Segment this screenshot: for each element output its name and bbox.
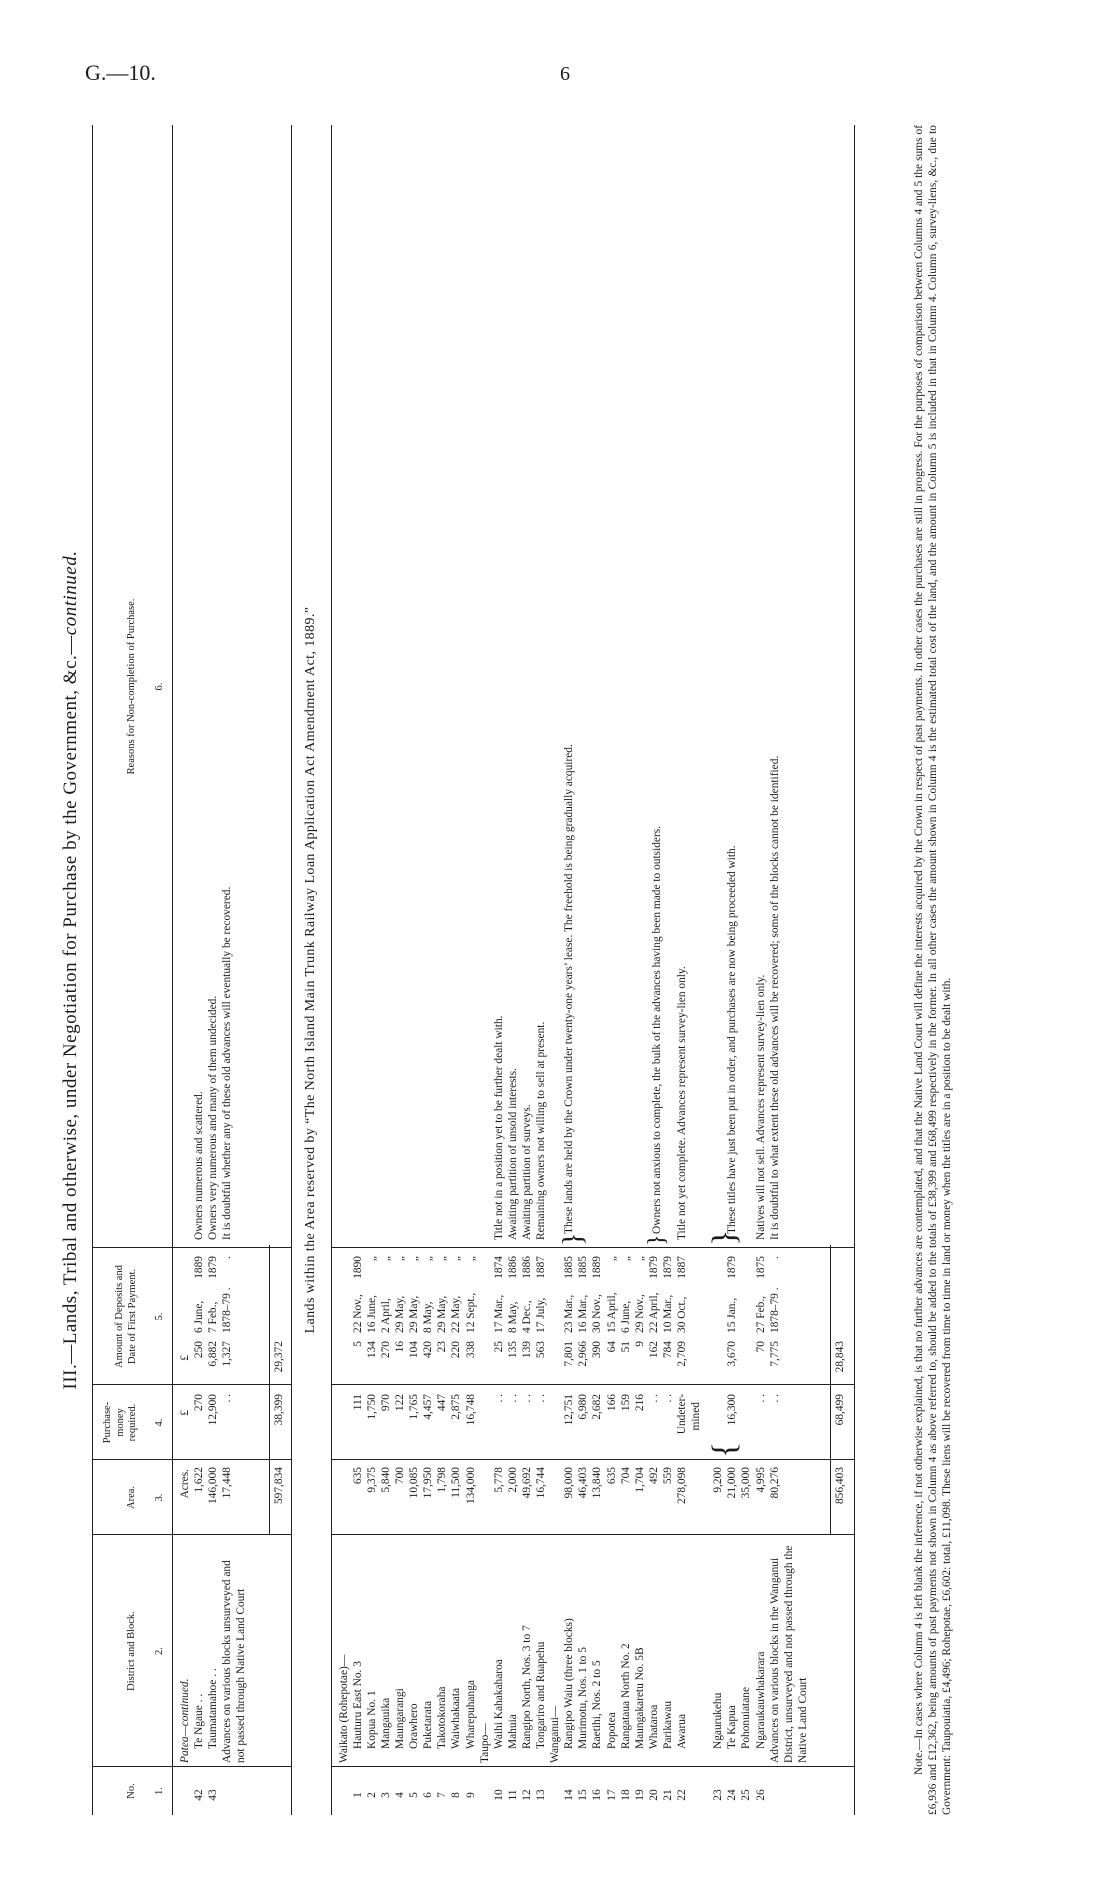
- first-payment-year: 1887: [676, 1256, 688, 1279]
- money-value: . .: [535, 1394, 547, 1403]
- block-name: Rangataua North No. 2: [619, 1643, 632, 1749]
- col-header-reasons-num: 6.: [154, 682, 165, 691]
- area-value: 704: [619, 1467, 632, 1485]
- block-name: Te Kapua: [726, 1705, 739, 1749]
- first-payment-year: 1890: [351, 1256, 364, 1279]
- first-payment-year: „: [408, 1256, 421, 1262]
- row-number: 10: [492, 1789, 505, 1801]
- total-money: 68,499: [834, 1394, 846, 1426]
- brace: }: [558, 1232, 590, 1246]
- first-payment-year: 1886: [520, 1256, 533, 1279]
- brace: }: [643, 1234, 670, 1246]
- deposit-value: 70: [754, 1341, 767, 1353]
- row-number: 11: [506, 1789, 519, 1801]
- subtotal-deposits: 29,372: [272, 1341, 285, 1373]
- col-header-district: District and Block.: [126, 1611, 137, 1691]
- deposit-value: 51: [619, 1341, 632, 1353]
- reason-text: It is doubtful whether any of these old advances will eventually be recovered.: [221, 886, 234, 1240]
- first-payment-year: 1889: [591, 1256, 604, 1279]
- area-value: 5,840: [379, 1467, 392, 1493]
- first-payment-year: 1879: [647, 1256, 660, 1279]
- money-value: . .: [520, 1394, 533, 1403]
- first-payment-date: 22 May,: [450, 1295, 463, 1333]
- deposit-value: 270: [379, 1341, 392, 1359]
- first-payment-date: 17 Mar.,: [492, 1294, 505, 1333]
- deposit-value: 338: [464, 1341, 477, 1359]
- deposit-value: 135: [506, 1341, 519, 1359]
- area-value: 46,403: [577, 1467, 590, 1499]
- deposit-value: 2,709: [676, 1341, 688, 1367]
- row-number: 13: [535, 1789, 547, 1801]
- block-name: Parikawau: [661, 1700, 674, 1749]
- block-name: Puketarata: [422, 1700, 435, 1749]
- row-number: 18: [619, 1789, 632, 1801]
- brace: }: [706, 1229, 744, 1246]
- rule: [172, 125, 173, 1815]
- row-number: 26: [754, 1789, 767, 1801]
- first-payment-date: 15 April,: [605, 1292, 618, 1333]
- area-value: 49,692: [520, 1467, 533, 1499]
- first-payment-year: 1879: [207, 1256, 220, 1279]
- area-value: 635: [351, 1467, 364, 1485]
- money-value: 2,875: [450, 1394, 463, 1420]
- column-rule: [331, 1766, 854, 1767]
- col-header-reasons: Reasons for Non-completion of Purchase.: [126, 598, 137, 775]
- section-heading: Patea—continued.: [179, 1678, 191, 1763]
- row-number: 15: [577, 1789, 590, 1801]
- block-name: Tongariro and Ruapehu: [535, 1641, 547, 1749]
- first-payment-date: 30 Oct.,: [676, 1296, 688, 1333]
- unit-pound: £: [179, 1355, 191, 1361]
- page-number: 6: [560, 63, 570, 85]
- deposit-value: 784: [661, 1341, 674, 1359]
- deposit-value: 420: [422, 1341, 435, 1359]
- first-payment-year: „: [619, 1256, 632, 1262]
- first-payment-date: 15 Jan.,: [726, 1297, 739, 1333]
- rotated-table-page: [60, 125, 1020, 1815]
- row-number: 25: [740, 1789, 753, 1801]
- area-value: 134,000: [464, 1467, 477, 1505]
- row-number: 8: [450, 1792, 463, 1798]
- rule: [92, 125, 93, 1815]
- first-payment-year: „: [436, 1256, 449, 1262]
- first-payment-year: „: [605, 1256, 618, 1262]
- deposit-value: 6,882: [207, 1341, 220, 1367]
- block-name: Takotokoraha: [436, 1686, 449, 1749]
- deposit-value: 220: [450, 1341, 463, 1359]
- area-value: 700: [394, 1467, 406, 1485]
- deposit-value: 23: [436, 1341, 449, 1353]
- column-rule: [92, 1459, 291, 1460]
- column-rule: [92, 1384, 291, 1385]
- row-number: 2: [365, 1792, 378, 1798]
- deposit-value: 7,775: [768, 1341, 781, 1367]
- row-number: 1: [351, 1792, 364, 1798]
- reason-text: These titles have just been put in order, and purchases are now being proceeded with.: [726, 845, 739, 1234]
- money-value: 1,750: [365, 1394, 378, 1420]
- col-header-area: Area.: [126, 1485, 137, 1510]
- area-value: 1,622: [193, 1467, 206, 1493]
- block-name: Ngaurukehu: [712, 1692, 725, 1749]
- row-number: 20: [647, 1789, 660, 1801]
- subtotal-area: 597,834: [272, 1467, 285, 1505]
- first-payment-date: 8 May,: [506, 1301, 519, 1333]
- deposit-value: 64: [605, 1341, 618, 1353]
- area-value: 10,085: [408, 1467, 421, 1499]
- document-code: G.—10.: [85, 60, 156, 85]
- reason-text: Awaiting partition of unsold interests.: [506, 1067, 519, 1240]
- block-name: Taumatamahoe . .: [207, 1668, 220, 1749]
- money-value: 6,980: [577, 1394, 590, 1420]
- area-value: 1,798: [436, 1467, 449, 1493]
- area-value: 17,950: [422, 1467, 435, 1499]
- block-name: Te Ngaue . .: [193, 1693, 206, 1749]
- first-payment-year: 1886: [506, 1256, 519, 1279]
- first-payment-date: 10 Mar.,: [661, 1294, 674, 1333]
- first-payment-year: 1879: [661, 1256, 674, 1279]
- block-name: Kopua No. 1: [365, 1690, 378, 1749]
- block-name: Maungakaretu No. 5B: [633, 1647, 646, 1749]
- deposit-value: 2,966: [577, 1341, 590, 1367]
- money-value-cont: mined: [690, 1402, 703, 1431]
- block-name: Popotea: [605, 1712, 618, 1749]
- total-area: 856,403: [834, 1467, 846, 1505]
- first-payment-year: „: [464, 1256, 477, 1262]
- unit-acres: Acres.: [179, 1469, 191, 1499]
- deposit-value: 563: [535, 1341, 547, 1359]
- land-purchase-table: [92, 125, 910, 1815]
- first-payment-date: 16 June,: [365, 1295, 378, 1333]
- block-name: Mangauika: [379, 1697, 392, 1749]
- block-name: Rangipo North, Nos. 3 to 7: [520, 1625, 533, 1749]
- first-payment-year: 1887: [535, 1256, 547, 1279]
- first-payment-year: „: [365, 1256, 378, 1262]
- first-payment-date: 1878–79 .: [221, 1287, 234, 1333]
- first-payment-date: 1878–79 .: [768, 1287, 781, 1333]
- first-payment-year: „: [450, 1256, 463, 1262]
- money-value: . .: [221, 1394, 234, 1403]
- deposit-value: 5: [351, 1341, 364, 1347]
- first-payment-date: 29 May,: [436, 1295, 449, 1333]
- first-payment-date: 29 May,: [394, 1295, 406, 1333]
- reason-text: Owners numerous and scattered.: [193, 1091, 206, 1240]
- money-value: 1,765: [408, 1394, 421, 1420]
- col-header-no: No.: [126, 1783, 137, 1799]
- subtotal-money: 38,399: [272, 1394, 285, 1426]
- total-deposits: 28,843: [834, 1341, 846, 1373]
- money-value: 159: [619, 1394, 632, 1412]
- block-name: Rangipo Waiu (three blocks): [563, 1618, 576, 1749]
- section-heading: Wanganui—: [549, 1705, 562, 1763]
- row-number: 7: [436, 1792, 449, 1798]
- reason-text: Remaining owners not willing to sell at present.: [535, 1021, 547, 1240]
- brace: {: [706, 1441, 744, 1458]
- col-header-area-num: 3.: [154, 1493, 165, 1502]
- money-value: 970: [379, 1394, 392, 1412]
- money-value: 447: [436, 1394, 449, 1412]
- row-number: 21: [661, 1789, 674, 1801]
- first-payment-year: 1874: [492, 1256, 505, 1279]
- first-payment-year: 1889: [193, 1256, 206, 1279]
- block-name: Wharepuhanga: [464, 1680, 477, 1749]
- col-header-no-num: 1.: [154, 1787, 165, 1795]
- first-payment-date: 30 Nov.,: [591, 1294, 604, 1333]
- area-value: 9,375: [365, 1467, 378, 1493]
- column-rule: [331, 1247, 854, 1248]
- first-payment-year: 1879: [726, 1256, 739, 1279]
- deposit-value: 1,327: [221, 1341, 234, 1367]
- first-payment-date: 23 Mar.,: [563, 1294, 576, 1333]
- first-payment-year: .: [221, 1256, 234, 1259]
- first-payment-date: 2 April,: [379, 1298, 392, 1333]
- area-value: 559: [661, 1467, 674, 1485]
- column-rule: [92, 1247, 291, 1248]
- section-heading: Taupo—: [478, 1723, 491, 1763]
- row-number: 14: [563, 1789, 576, 1801]
- money-value: 216: [633, 1394, 646, 1412]
- row-number: 6: [422, 1792, 435, 1798]
- row-number: 4: [394, 1792, 406, 1798]
- money-value: 12,751: [563, 1394, 576, 1426]
- block-name: Orawhero: [408, 1703, 421, 1749]
- first-payment-date: 8 May,: [422, 1301, 435, 1333]
- block-name: Waiwhakaata: [450, 1687, 463, 1749]
- column-rule: [331, 1384, 854, 1385]
- money-value: Undeter-: [676, 1394, 688, 1435]
- money-value: 122: [394, 1394, 406, 1412]
- first-payment-date: 16 Mar.,: [577, 1294, 590, 1333]
- first-payment-year: „: [422, 1256, 435, 1262]
- area-value: 35,000: [740, 1467, 753, 1499]
- block-name: Ngaraukauwhakarara: [754, 1651, 767, 1749]
- rule: [854, 125, 855, 1815]
- deposit-value: 3,670: [726, 1341, 739, 1367]
- first-payment-date: 17 July,: [535, 1297, 547, 1333]
- block-name: Advances on various blocks unsurveyed and not passed through Native Land Court: [221, 1560, 248, 1763]
- money-value: 12,900: [207, 1394, 220, 1426]
- section-subheading: Lands within the Area reserved by “The North Island Main Trunk Railway Loan Application Act Amendment Act, 1889.”: [302, 606, 318, 1334]
- block-name: Maungarangi: [394, 1688, 406, 1749]
- unit-pound: £: [179, 1410, 191, 1416]
- first-payment-year: „: [379, 1256, 392, 1262]
- area-value: 278,098: [676, 1467, 688, 1505]
- reason-text: Title not yet complete. Advances represent survey-lien only.: [676, 966, 688, 1240]
- money-value: . .: [768, 1394, 781, 1403]
- row-number: 3: [379, 1792, 392, 1798]
- area-value: 17,448: [221, 1467, 234, 1499]
- column-rule: [331, 1459, 854, 1460]
- col-header-deposits-num: 5.: [154, 1312, 165, 1321]
- deposit-value: 16: [394, 1341, 406, 1353]
- first-payment-year: 1885: [577, 1256, 590, 1279]
- deposit-value: 9: [633, 1341, 646, 1347]
- money-value: . .: [754, 1394, 767, 1403]
- rule: [830, 1245, 831, 1535]
- col-header-deposits: Amount of Deposits and Date of First Payment.: [114, 1265, 138, 1368]
- area-value: 492: [647, 1467, 660, 1485]
- money-value: 111: [351, 1394, 364, 1411]
- row-number: 23: [712, 1789, 725, 1801]
- row-number: 43: [207, 1789, 220, 1801]
- deposit-value: 390: [591, 1341, 604, 1359]
- deposit-value: 250: [193, 1341, 206, 1359]
- block-name: Hauturu East No. 3: [351, 1661, 364, 1749]
- group-money-value: 16,300: [726, 1394, 739, 1426]
- row-number: 16: [591, 1789, 604, 1801]
- reason-text: These lands are held by the Crown under twenty-one years’ lease. The freehold is being gradually acquired.: [563, 744, 576, 1234]
- block-name: Mahuia: [506, 1714, 519, 1749]
- money-value: . .: [506, 1394, 519, 1403]
- reason-text: Awaiting partition of surveys.: [520, 1104, 533, 1240]
- row-number: 9: [464, 1792, 477, 1798]
- first-payment-date: 27 Feb.,: [754, 1295, 767, 1333]
- row-number: 22: [676, 1789, 688, 1801]
- area-value: 1,704: [633, 1467, 646, 1493]
- block-name: Waihi Kahakaharoa: [492, 1659, 505, 1749]
- first-payment-year: „: [394, 1256, 406, 1262]
- first-payment-date: 22 Nov.,: [351, 1294, 364, 1333]
- deposit-value: 139: [520, 1341, 533, 1359]
- rule: [331, 125, 332, 1815]
- area-value: 2,000: [506, 1467, 519, 1493]
- area-value: 13,840: [591, 1467, 604, 1499]
- reason-text: Owners not anxious to complete, the bulk of the advances having been made to outsiders.: [650, 825, 663, 1234]
- deposit-value: 134: [365, 1341, 378, 1359]
- money-value: 2,682: [591, 1394, 604, 1420]
- money-value: . .: [647, 1394, 660, 1403]
- rule: [291, 125, 292, 1815]
- first-payment-year: „: [633, 1256, 646, 1262]
- deposit-value: 162: [647, 1341, 660, 1359]
- area-value: 146,000: [207, 1467, 220, 1505]
- money-value: . .: [661, 1394, 674, 1403]
- row-number: 42: [193, 1789, 206, 1801]
- area-value: 9,200: [712, 1467, 725, 1493]
- money-value: 4,457: [422, 1394, 435, 1420]
- table-title: III.—Lands, Tribal and otherwise, under Negotiation for Purchase by the Government, &c.—continued.: [60, 550, 81, 1390]
- first-payment-date: 29 Nov.,: [633, 1294, 646, 1333]
- first-payment-date: 6 June,: [619, 1300, 632, 1333]
- block-name: Awarua: [676, 1713, 688, 1749]
- first-payment-date: 12 Sept.,: [464, 1292, 477, 1333]
- money-value: 166: [605, 1394, 618, 1412]
- area-value: 635: [605, 1467, 618, 1485]
- column-rule: [331, 1534, 854, 1535]
- block-name: Whataroa: [647, 1704, 660, 1749]
- reason-text: Owners very numerous and many of them undecided.: [207, 995, 220, 1240]
- col-header-money-num: 4.: [154, 1418, 165, 1427]
- area-value: 4,995: [754, 1467, 767, 1493]
- col-header-district-num: 2.: [154, 1647, 165, 1655]
- col-header-money: Purchase-money required.: [102, 1401, 138, 1444]
- area-value: 5,778: [492, 1467, 505, 1493]
- rule: [269, 1245, 270, 1535]
- first-payment-year: 1875: [754, 1256, 767, 1279]
- row-number: 12: [520, 1789, 533, 1801]
- first-payment-year: 1885: [563, 1256, 576, 1279]
- row-number: 5: [408, 1792, 421, 1798]
- deposit-value: 7,801: [563, 1341, 576, 1367]
- area-value: 21,000: [726, 1467, 739, 1499]
- column-rule: [92, 1534, 291, 1535]
- column-rule: [92, 1766, 291, 1767]
- first-payment-date: 29 May,: [408, 1295, 421, 1333]
- first-payment-date: 4 Dec.,: [520, 1300, 533, 1333]
- row-number: 19: [633, 1789, 646, 1801]
- section-heading: Waikato (Rohepotae)—: [337, 1654, 350, 1763]
- row-number: 17: [605, 1789, 618, 1801]
- first-payment-date: 6 June,: [193, 1300, 206, 1333]
- reason-text: It is doubtful to what extent these old advances will be recovered; some of the blocks cannot be identified.: [768, 755, 781, 1240]
- first-payment-year: .: [768, 1256, 781, 1259]
- money-value: . .: [492, 1394, 505, 1403]
- block-name: Murimotu, Nos. 1 to 5: [577, 1647, 590, 1749]
- reason-text: Title not in a position yet to be further dealt with.: [492, 1015, 505, 1240]
- first-payment-date: 22 April,: [647, 1292, 660, 1333]
- area-value: 16,744: [535, 1467, 547, 1499]
- row-number: 24: [726, 1789, 739, 1801]
- reason-text: Natives will not sell. Advances represent survey-lien only.: [754, 974, 767, 1240]
- deposit-value: 104: [408, 1341, 421, 1359]
- area-value: 98,000: [563, 1467, 576, 1499]
- first-payment-date: 7 Feb.,: [207, 1301, 220, 1333]
- block-name: Raetihi, Nos. 2 to 5: [591, 1660, 604, 1749]
- block-name: Advances on various blocks in the Wanganui District, unsurveyed and not passed through the Native Land Court: [768, 1545, 809, 1763]
- table-note: Note.—In cases where Column 4 is left blank the inference, if not otherwise explained, is that no further advances are contemplated, and that the Native Land Court will define the interests acquired by the Crown in respect of past payments. In other cases the purchases are still in progress. For the purposes of comparison between Columns 4 and 5 the sums of £6,936 and £12,362, being amounts of past payments not shown in Column 4 as above referred to, should be added to the totals of £38,399 and £68,499 respectively in the former. In all other cases the amount shown in Column 4 is the estimated total cost of the land, and the amount in Column 5 is included in that in Column 4. Column 6, survey-liens, &c., due to Government: Taupouiatia, £4,496; Rohepotae, £6,602: total, £11,098. These liens will be recovered from time to time in land or money when the titles are in a position to be dealt with.: [913, 125, 954, 1815]
- block-name: Pohonuiatane: [740, 1686, 753, 1749]
- area-value: 11,500: [450, 1467, 463, 1498]
- deposit-value: 25: [492, 1341, 505, 1353]
- area-value: 80,276: [768, 1467, 781, 1499]
- money-value: 16,748: [464, 1394, 477, 1426]
- money-value: 270: [193, 1394, 206, 1412]
